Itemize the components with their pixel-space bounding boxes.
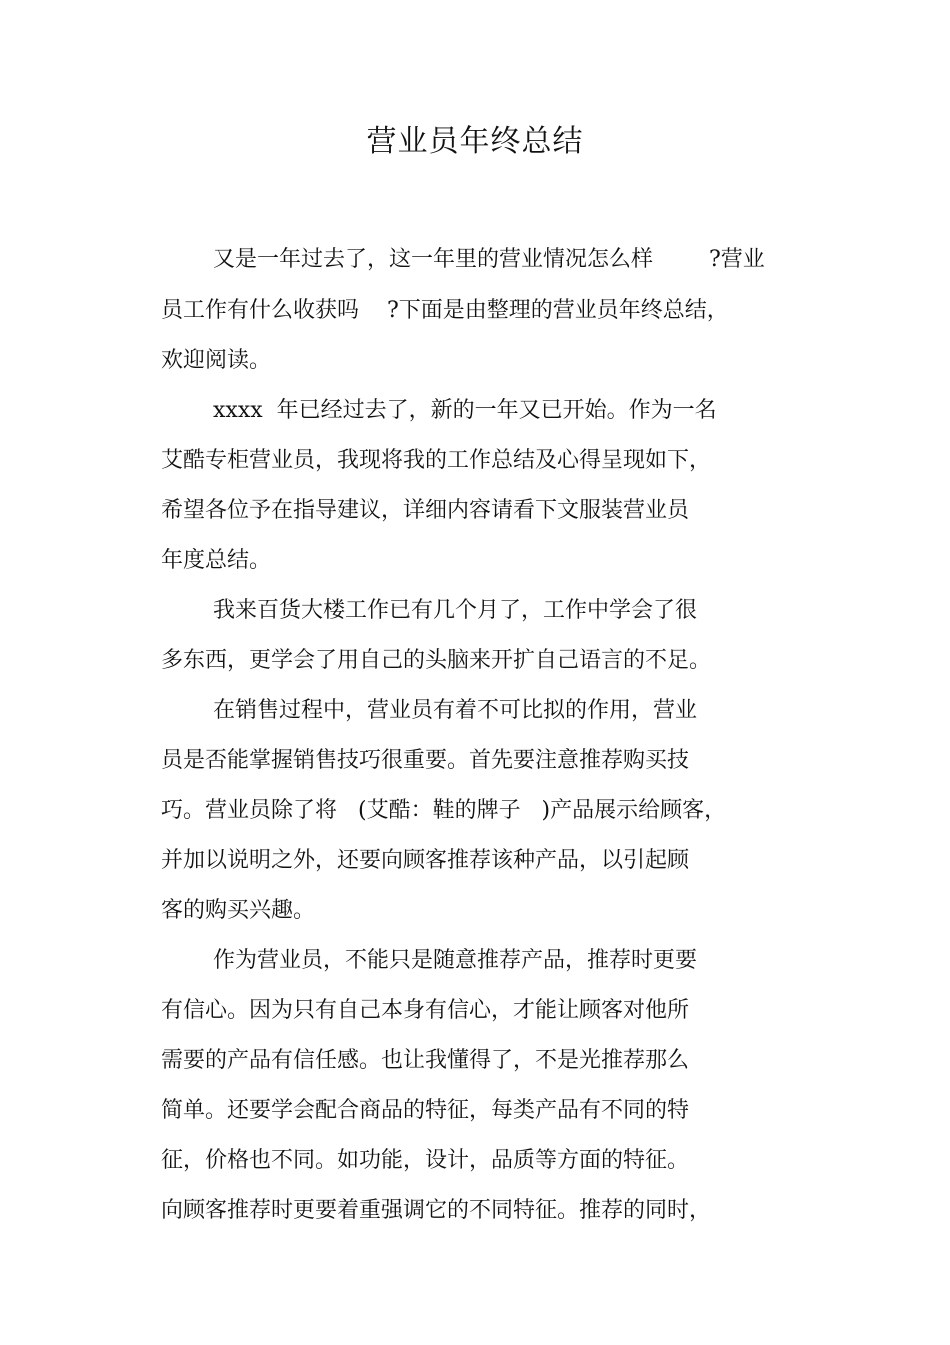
paragraph-line: 在销售过程中，营业员有着不可比拟的作用，营业 bbox=[213, 698, 698, 723]
paragraph-line: 需要的产品有信任感。也让我懂得了，不是光推荐那么 bbox=[161, 1048, 690, 1073]
paragraph-line: 多东西，更学会了用自己的头脑来开扩自己语言的不足。 bbox=[161, 648, 712, 673]
paragraph-line: 年度总结。 bbox=[161, 548, 272, 573]
paragraph-line: 征，价格也不同。如功能，设计，品质等方面的特征。 bbox=[161, 1148, 690, 1173]
paragraph-line: 简单。还要学会配合商品的特征，每类产品有不同的特 bbox=[161, 1098, 690, 1123]
paragraph-line: 艾酷专柜营业员，我现将我的工作总结及心得呈现如下， bbox=[161, 448, 712, 473]
paragraph-line: 并加以说明之外，还要向顾客推荐该种产品，以引起顾 bbox=[161, 848, 690, 873]
paragraph-line: 希望各位予在指导建议，详细内容请看下文服装营业员 bbox=[161, 498, 690, 523]
paragraph-line: 向顾客推荐时更要着重强调它的不同特征。推荐的同时， bbox=[161, 1198, 712, 1223]
paragraph-line: xxxx 年已经过去了，新的一年又已开始。作为一名 bbox=[213, 398, 717, 423]
paragraph-line: 又是一年过去了，这一年里的营业情况怎么样 ?营业 bbox=[213, 247, 765, 272]
paragraph-line: 员是否能掌握销售技巧很重要。首先要注意推荐购买技 bbox=[161, 748, 690, 773]
paragraph-line: 我来百货大楼工作已有几个月了，工作中学会了很 bbox=[213, 598, 698, 623]
paragraph-line: 有信心。因为只有自己本身有信心，才能让顾客对他所 bbox=[161, 998, 690, 1023]
paragraph-line: 员工作有什么收获吗 ?下面是由整理的营业员年终总结， bbox=[161, 298, 729, 323]
paragraph-line: 巧。营业员除了将 (艾酷：鞋的牌子 )产品展示给顾客， bbox=[161, 798, 727, 823]
paragraph-line: 客的购买兴趣。 bbox=[161, 898, 316, 923]
paragraph-line: 作为营业员，不能只是随意推荐产品，推荐时更要 bbox=[213, 948, 698, 973]
paragraph-line: 欢迎阅读。 bbox=[161, 348, 272, 373]
document-title: 营业员年终总结 bbox=[366, 124, 584, 159]
